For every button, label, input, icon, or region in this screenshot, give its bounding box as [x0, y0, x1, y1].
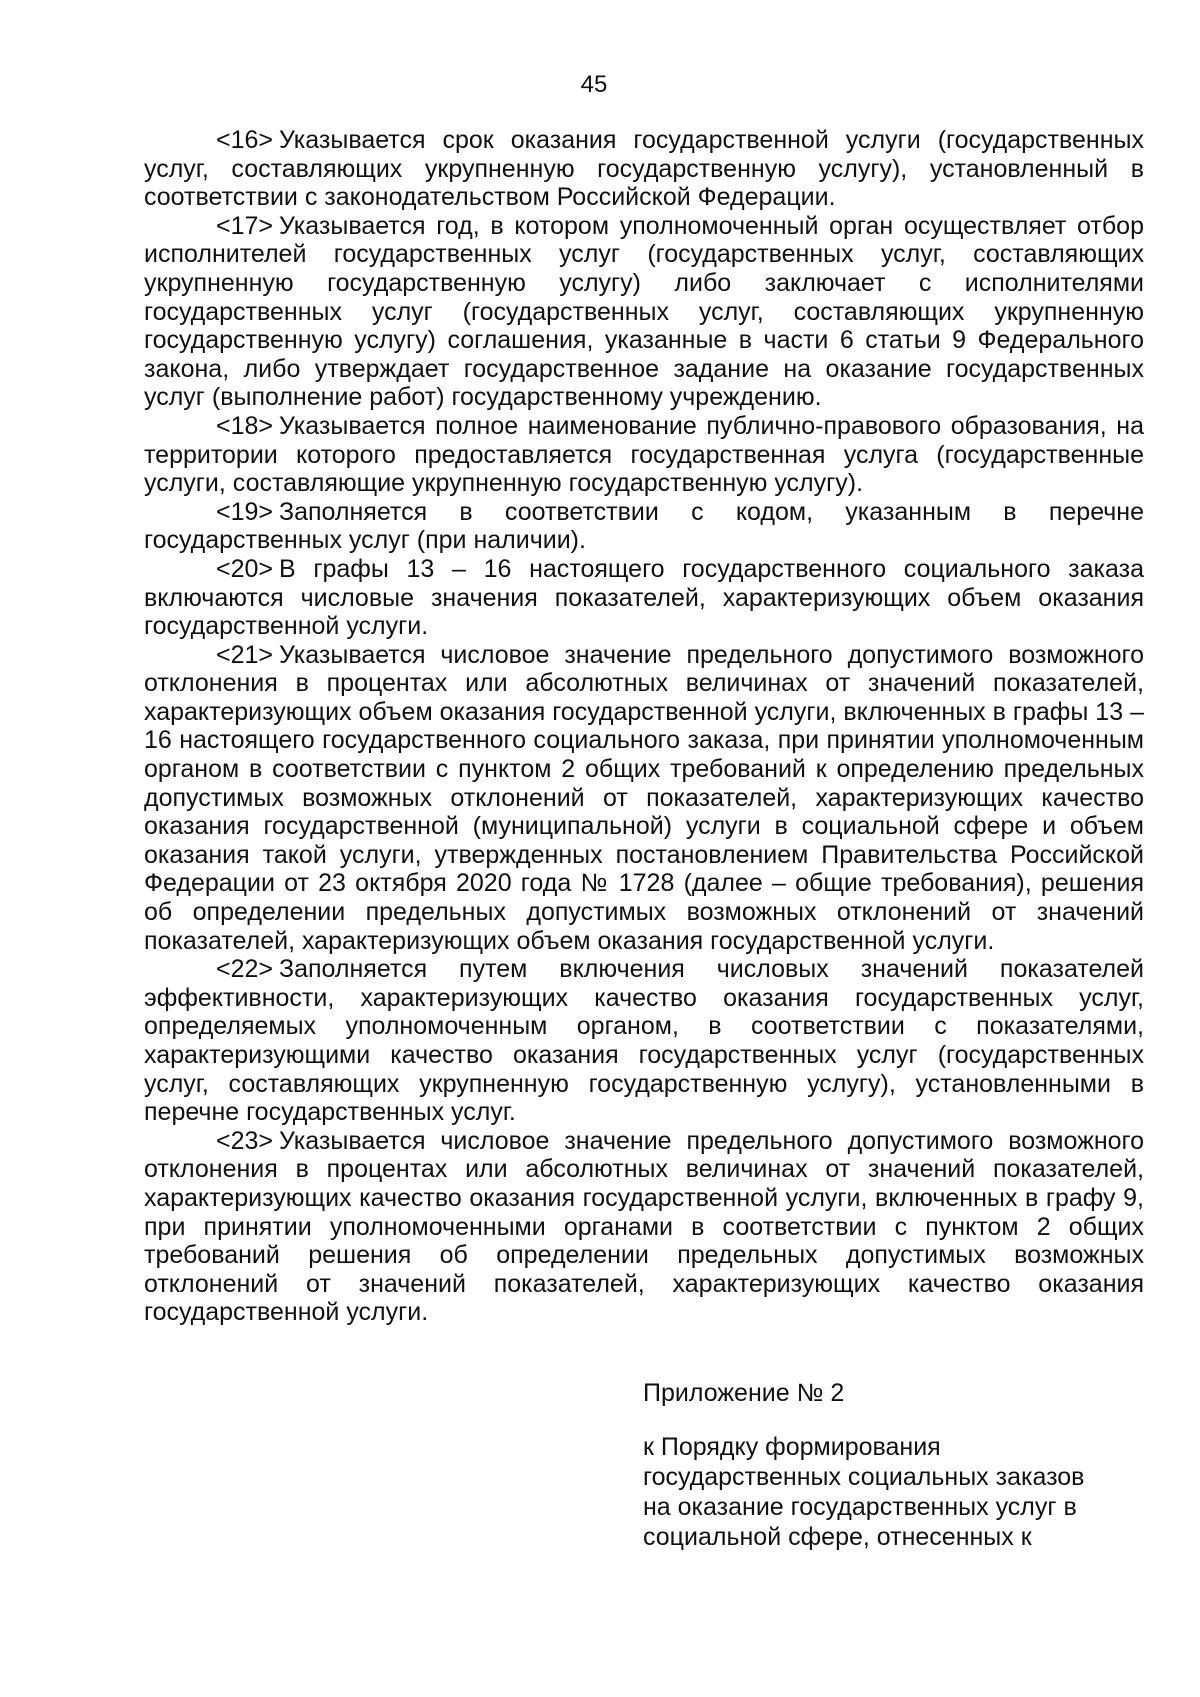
appendix-line: государственных социальных заказов	[643, 1463, 1085, 1491]
footnote-marker: <23>	[216, 1126, 274, 1155]
footnote-marker: <16>	[216, 126, 274, 154]
footnote-19	[144, 498, 1144, 555]
appendix-line: к Порядку формирования	[643, 1433, 941, 1461]
footnote-text: Заполняется путем включения числовых значений показателей эффективности, характеризующих качество оказания государственных услуг, определяемых уполномоченным органом, в соответствии с показателями, характеризующими качество оказания государственных услуг (государственных услуг, составляющих укрупненную государственную услугу), установленными в перечне государственных услуг.	[144, 955, 1144, 1127]
footnote-text: Заполняется в соответствии с кодом, указанным в перечне государственных услуг (при наличии).	[144, 497, 1144, 555]
footnote-text: Указывается год, в котором уполномоченный орган осуществляет отбор исполнителей государственных услуг (государственных услуг, составляющих укрупненную государственную услугу) либо заключает с исполнителями государственных услуг (государственных услуг, составляющих укрупненную государственную услугу) соглашения, указанные в части 6 статьи 9 Федерального закона, либо утверждает государственное задание на оказание государственных услуг (выполнение работ) государственному учреждению.	[144, 211, 1144, 412]
footnote-text: В графы 13 – 16 настоящего государственного социального заказа включаются числовые значения показателей, характеризующих объем оказания государственной услуги.	[144, 554, 1144, 641]
appendix-line: на оказание государственных услуг в	[643, 1493, 1077, 1521]
footnote-marker: <20>	[216, 554, 274, 583]
appendix-line: социальной сфере, отнесенных к	[643, 1523, 1032, 1551]
footnote-text: Указывается полное наименование публично-правового образования, на территории которого предоставляется государственная услуга (государственные услуги, составляющие укрупненную государственную услугу).	[144, 411, 1144, 498]
footnote-21	[144, 641, 1144, 956]
appendix-title: Приложение № 2	[643, 1379, 845, 1407]
footnote-text: Указывается числовое значение предельного допустимого возможного отклонения в процентах или абсолютных величинах от значений показателей, характеризующих качество оказания государственной услуги, включенных в графу 9, при принятии уполномоченными органами в соответствии с пунктом 2 общих требований решения об определении предельных допустимых возможных отклонений от значений показателей, характеризующих качество оказания государственной услуги.	[144, 1126, 1144, 1327]
footnote-marker: <18>	[216, 411, 274, 440]
footnote-marker: <22>	[216, 955, 274, 984]
footnote-marker: <21>	[216, 640, 274, 669]
footnote-20	[144, 555, 1144, 641]
footnote-16	[144, 126, 1144, 212]
footnote-text: Указывается срок оказания государственной услуги (государственных услуг, составляющих укрупненную государственную услугу), установленный в соответствии с законодательством Российской Федерации.	[144, 126, 1144, 212]
footnote-17	[144, 212, 1144, 412]
footnote-18	[144, 412, 1144, 498]
appendix-header	[643, 1378, 1163, 1552]
page-number: 45	[580, 71, 608, 98]
footnote-marker: <19>	[216, 497, 274, 526]
footnotes-section	[144, 126, 1144, 1327]
footnote-23	[144, 1127, 1144, 1327]
footnote-marker: <17>	[216, 211, 274, 240]
footnote-text: Указывается числовое значение предельного допустимого возможного отклонения в процентах или абсолютных величинах от значений показателей, характеризующих объем оказания государственной услуги, включенных в графы 13 – 16 настоящего государственного социального заказа, при принятии уполномоченным органом в соответствии с пунктом 2 общих требований к определению предельных допустимых возможных отклонений от показателей, характеризующих качество оказания государственной (муниципальной) услуги в социальной сфере и объем оказания такой услуги, утвержденных постановлением Правительства Российской Федерации от 23 октября 2020 года № 1728 (далее – общие требования), решения об определении предельных допустимых возможных отклонений от значений показателей, характеризующих объем оказания государственной услуги.	[144, 640, 1144, 955]
footnote-22	[144, 955, 1144, 1127]
